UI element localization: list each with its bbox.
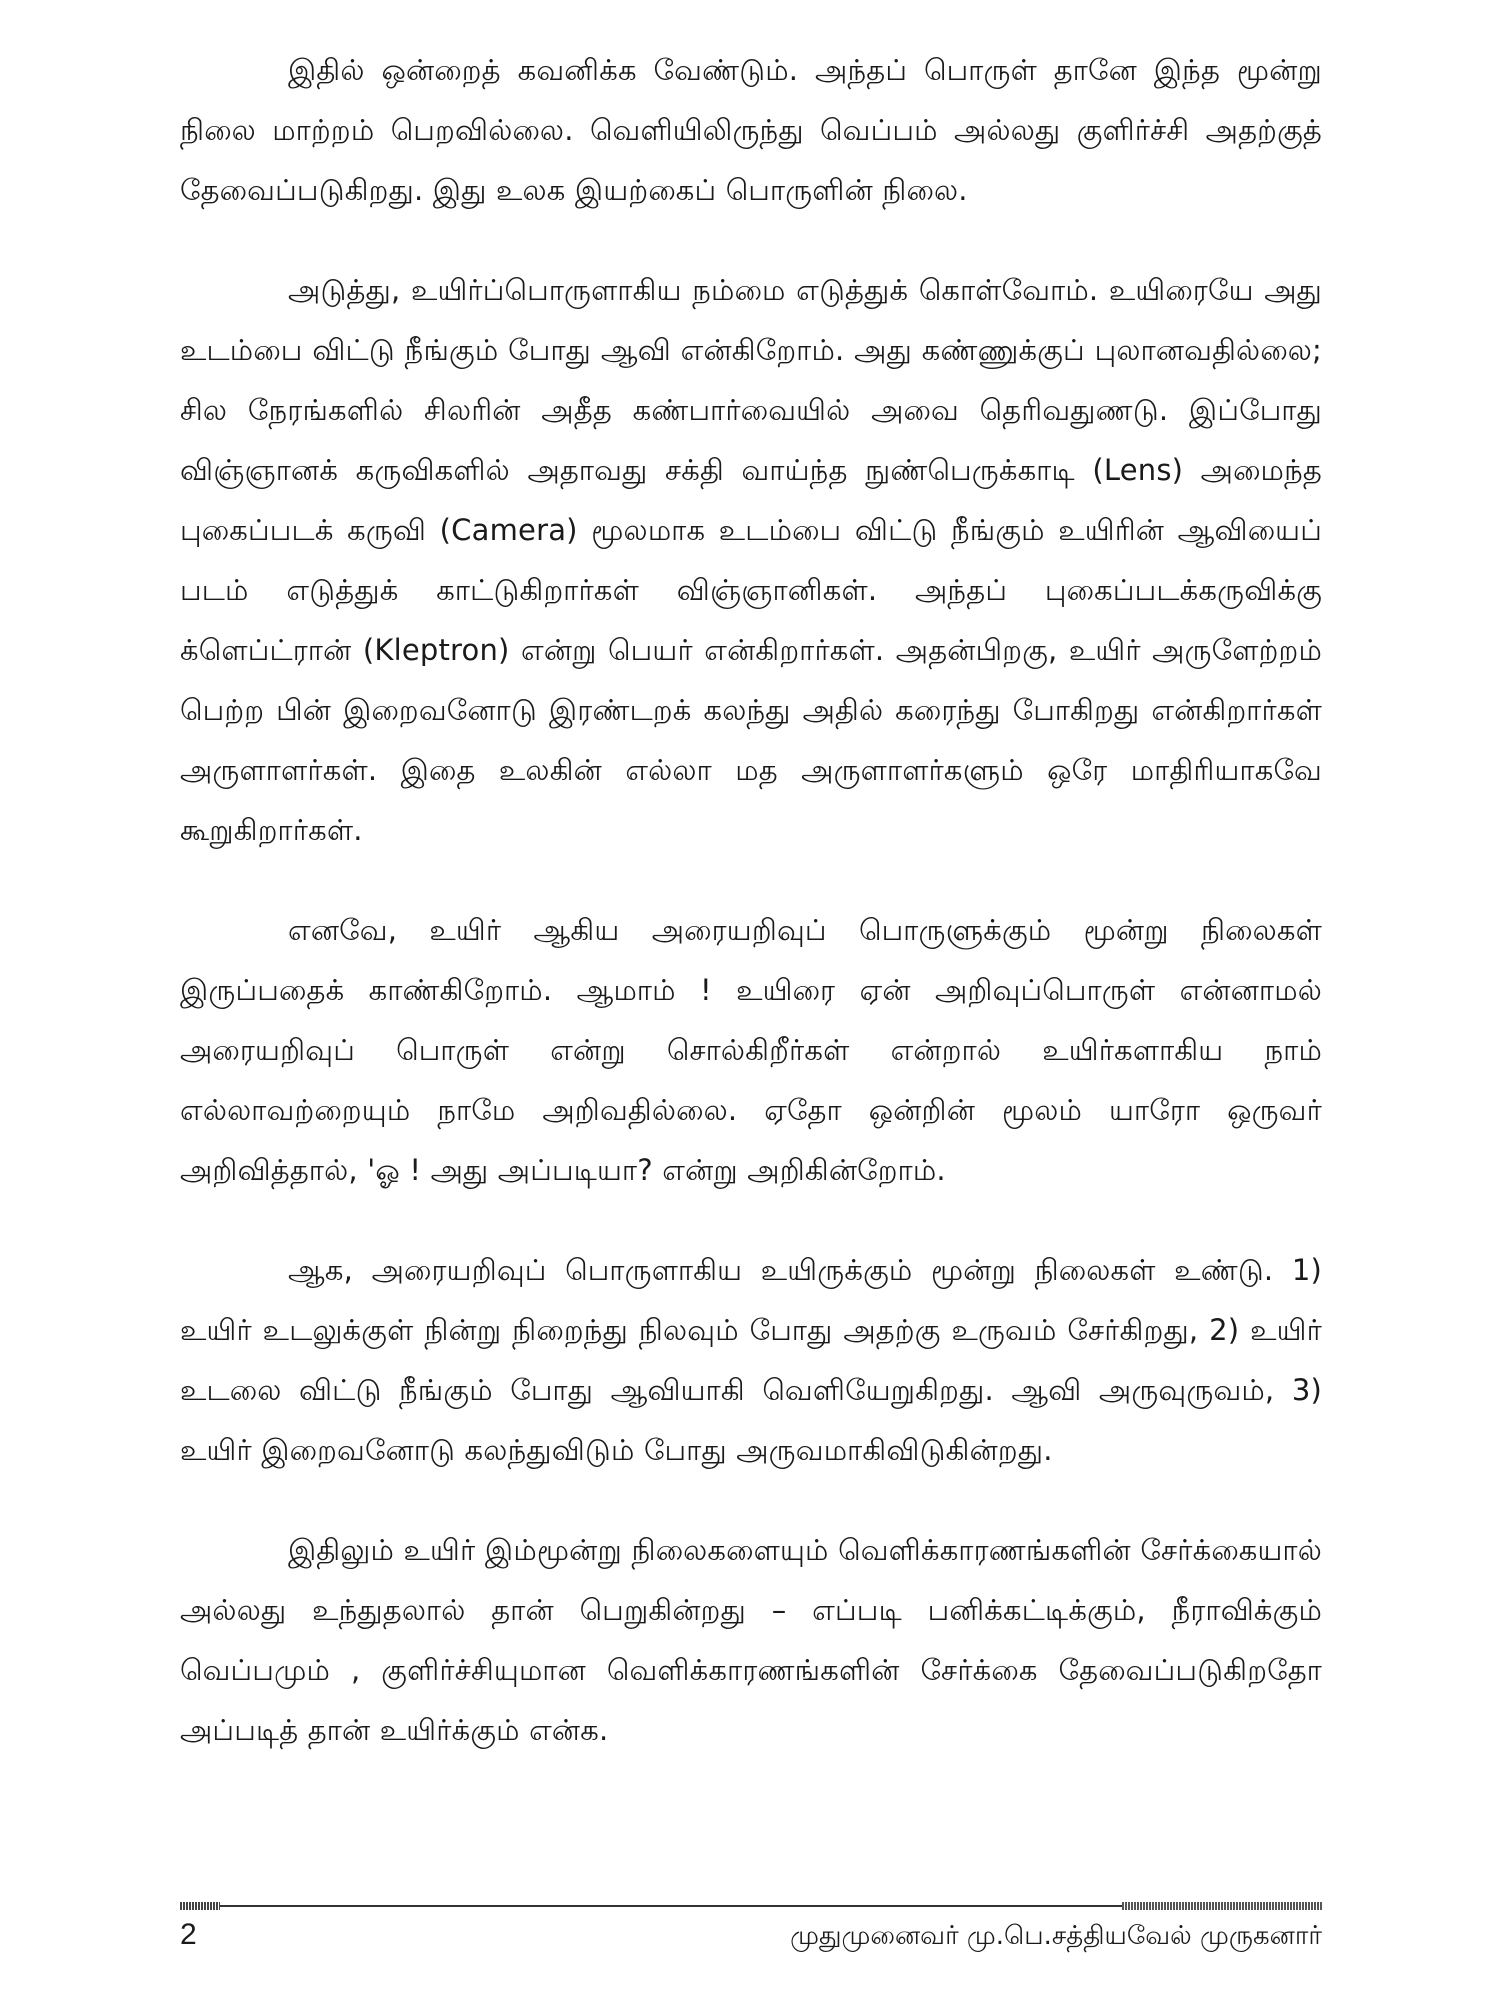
footer-divider-right-ornament bbox=[1122, 1902, 1322, 1910]
page-body bbox=[180, 40, 1322, 1800]
paragraph-4: ஆக, அரையறிவுப் பொருளாகிய உயிருக்கும் மூன்று நிலைகள் உண்டு. 1) உயிர் உடலுக்குள் நின்று நிறைந்து நிலவும் போது அதற்கு உருவம் சேர்கிறது, 2) உயிர் உடலை விட்டு நீங்கும் போது ஆவியாகி வெளியேறுகிறது. ஆவி அருவுருவம், 3) உயிர் இறைவனோடு கலந்துவிடும் போது அருவமாகிவிடுகின்றது. bbox=[180, 1253, 1322, 1467]
paragraph-1: இதில் ஒன்றைத் கவனிக்க வேண்டும். அந்தப் பொருள் தானே இந்த மூன்று நிலை மாற்றம் பெறவில்லை. வெளியிலிருந்து வெப்பம் அல்லது குளிர்ச்சி அதற்குத் தேவைப்படுகிறது. இது உலக இயற்கைப் பொருளின் நிலை. bbox=[180, 53, 1322, 207]
page-number: 2 bbox=[180, 1918, 197, 1951]
paragraph-5: இதிலும் உயிர் இம்மூன்று நிலைகளையும் வெளிக்காரணங்களின் சேர்க்கையால் அல்லது உந்துதலால் தான் பெறுகின்றது – எப்படி பனிக்கட்டிக்கும், நீராவிக்கும் வெப்பமும் , குளிர்ச்சியுமான வெளிக்காரணங்களின் சேர்க்கை தேவைப்படுகிறதோ அப்படித் தான் உயிர்க்கும் என்க. bbox=[180, 1533, 1322, 1747]
paragraph-3: எனவே, உயிர் ஆகிய அரையறிவுப் பொருளுக்கும் மூன்று நிலைகள் இருப்பதைக் காண்கிறோம். ஆமாம் ! உயிரை ஏன் அறிவுப்பொருள் என்னாமல் அரையறிவுப் பொருள் என்று சொல்கிறீர்கள் என்றால் உயிர்களாகிய நாம் எல்லாவற்றையும் நாமே அறிவதில்லை. ஏதோ ஒன்றின் மூலம் யாரோ ஒருவர் அறிவித்தால், 'ஓ ! அது அப்படியா? என்று அறிகின்றோம். bbox=[180, 913, 1322, 1187]
footer-divider bbox=[180, 1902, 1322, 1910]
footer-divider-left-ornament bbox=[180, 1902, 220, 1910]
running-footer-author: முதுமுனைவர் மு.பெ.சத்தியவேல் முருகனார் bbox=[790, 1921, 1322, 1951]
paragraph-2: அடுத்து, உயிர்ப்பொருளாகிய நம்மை எடுத்துக் கொள்வோம். உயிரையே அது உடம்பை விட்டு நீங்கும் போது ஆவி என்கிறோம். அது கண்ணுக்குப் புலானவதில்லை; சில நேரங்களில் சிலரின் அதீத கண்பார்வையில் அவை தெரிவதுணடு. இப்போது விஞ்ஞானக் கருவிகளில் அதாவது சக்தி வாய்ந்த நுண்பெருக்காடி (Lens) அமைந்த புகைப்படக் கருவி (Camera) மூலமாக உடம்பை விட்டு நீங்கும் உயிரின் ஆவியைப் படம் எடுத்துக் காட்டுகிறார்கள் விஞ்ஞானிகள். அந்தப் புகைப்படக்கருவிக்கு க்ளெப்ட்ரான் (Kleptron) என்று பெயர் என்கிறார்கள். அதன்பிறகு, உயிர் அருளேற்றம் பெற்ற பின் இறைவனோடு இரண்டறக் கலந்து அதில் கரைந்து போகிறது என்கிறார்கள் அருளாளர்கள். இதை உலகின் எல்லா மத அருளாளர்களும் ஒரே மாதிரியாகவே கூறுகிறார்கள். bbox=[180, 273, 1322, 847]
